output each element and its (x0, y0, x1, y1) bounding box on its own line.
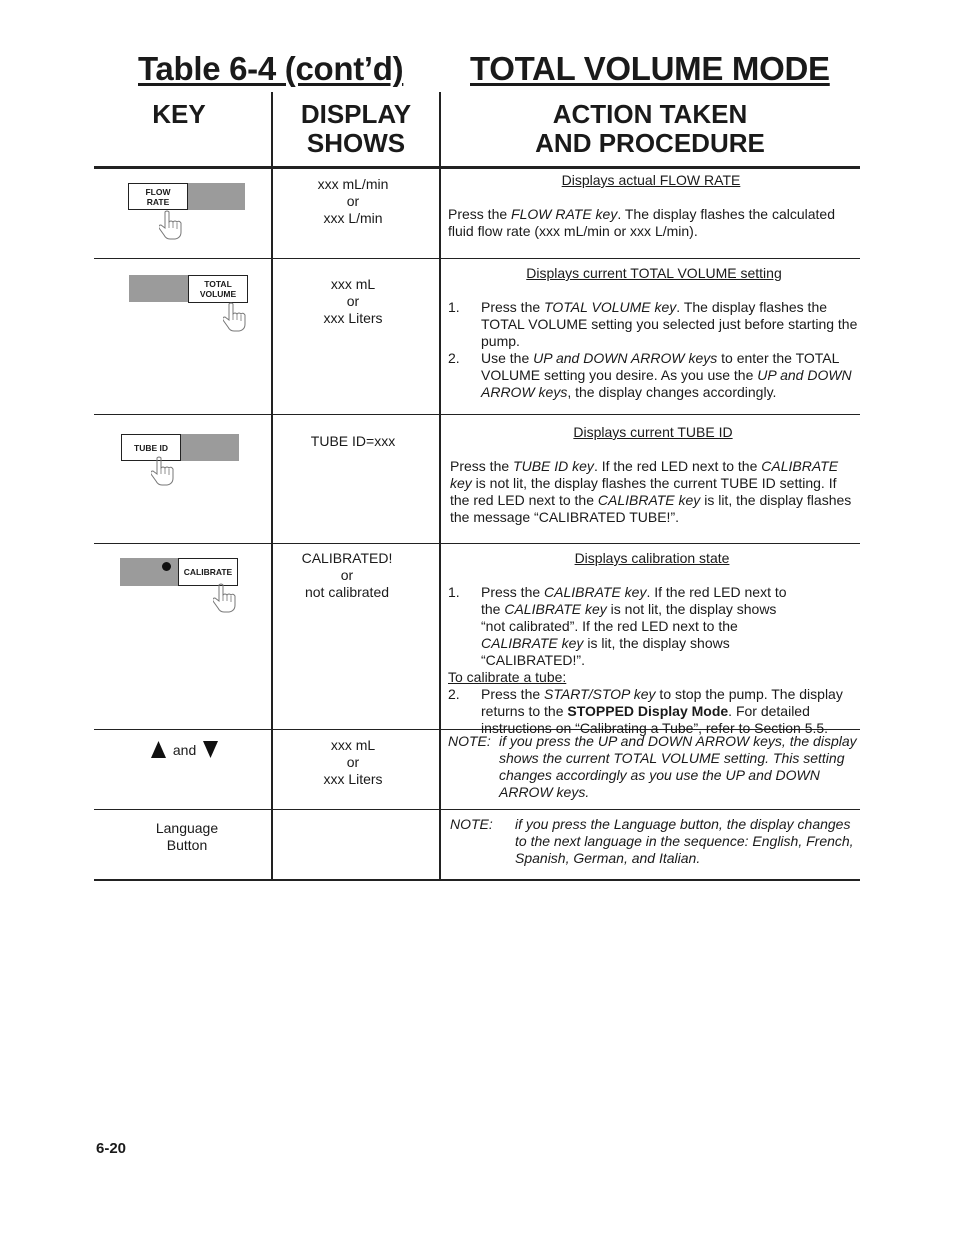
column-divider (439, 92, 441, 881)
display-arrows: xxx mL or xxx Liters (323, 737, 383, 787)
display-tube-id: TUBE ID=xxx (310, 433, 396, 449)
header-display: DISPLAY SHOWS (300, 99, 412, 158)
pointing-hand-icon (151, 456, 177, 486)
action-calibrate: Displays calibration state 1. Press the CALIBRATE key. If the red LED next to the CALIBRATE key is not lit, the display shows “not calibrated”. If the red LED next to the CALIBRATE key is lit, the display shows “CALIBRATED!”. To calibrate a tube: 2. Press the START/STOP key to stop the pump. The display returns to the STOPPED Display Mode. For detailed instructions on “Calibrating a Tube”, refer to Section 5.5. (448, 550, 843, 736)
table-title: Table 6-4 (cont’d) (138, 50, 404, 87)
display-flow-rate: xxx mL/min or xxx L/min (317, 176, 389, 226)
mode-title: TOTAL VOLUME MODE (470, 50, 830, 87)
up-arrow-icon (150, 740, 167, 759)
pointing-hand-icon (213, 583, 239, 613)
pointing-hand-icon (223, 302, 249, 332)
led-indicator-icon (162, 562, 171, 571)
header-rule (94, 166, 860, 169)
row-divider (94, 414, 860, 415)
row-divider (94, 809, 860, 810)
action-flow-rate: Displays actual FLOW RATE Press the FLOW RATE key. The display flashes the calculated fluid flow rate (xxx mL/min or xxx L/min). (448, 172, 835, 239)
action-total-volume: Displays current TOTAL VOLUME setting 1. Press the TOTAL VOLUME key. The display flashes the TOTAL VOLUME setting you selected just before starting the pump. 2. Use the UP and DOWN ARROW keys to enter the TOTAL VOLUME setting you desire. As you use the UP and DOWN ARROW keys, the display changes accordingly. (448, 265, 858, 400)
pointing-hand-icon (159, 210, 185, 240)
row-divider (94, 258, 860, 259)
page-number: 6-20 (96, 1140, 127, 1157)
header-key: KEY (152, 99, 206, 129)
display-total-volume: xxx mL or xxx Liters (323, 276, 383, 326)
table-bottom-rule (94, 879, 860, 881)
display-calibrate: CALIBRATED! or not calibrated (301, 550, 393, 600)
down-arrow-icon (202, 740, 219, 759)
note-arrows: NOTE: if you press the UP and DOWN ARROW keys, the display shows the current TOTAL VOLUME setting. This setting changes accordingly as you use the UP and DOWN ARROW keys. (448, 733, 857, 800)
note-language: NOTE: if you press the Language button, the display changes to the next language in the sequence: English, French, Spanish, German, and Italian. (450, 816, 854, 866)
action-tube-id: Displays current TUBE ID Press the TUBE ID key. If the red LED next to the CALIBRATE key is not lit, the display flashes the current TUBE ID setting. If the red LED next to the CALIBRATE key is lit, the display flashes the message “CALIBRATED TUBE!”. (450, 424, 852, 525)
arrow-keys: and (150, 740, 270, 759)
language-button-label: Language Button (155, 820, 219, 853)
header-action: ACTION TAKEN AND PROCEDURE (535, 99, 765, 158)
row-divider (94, 543, 860, 544)
